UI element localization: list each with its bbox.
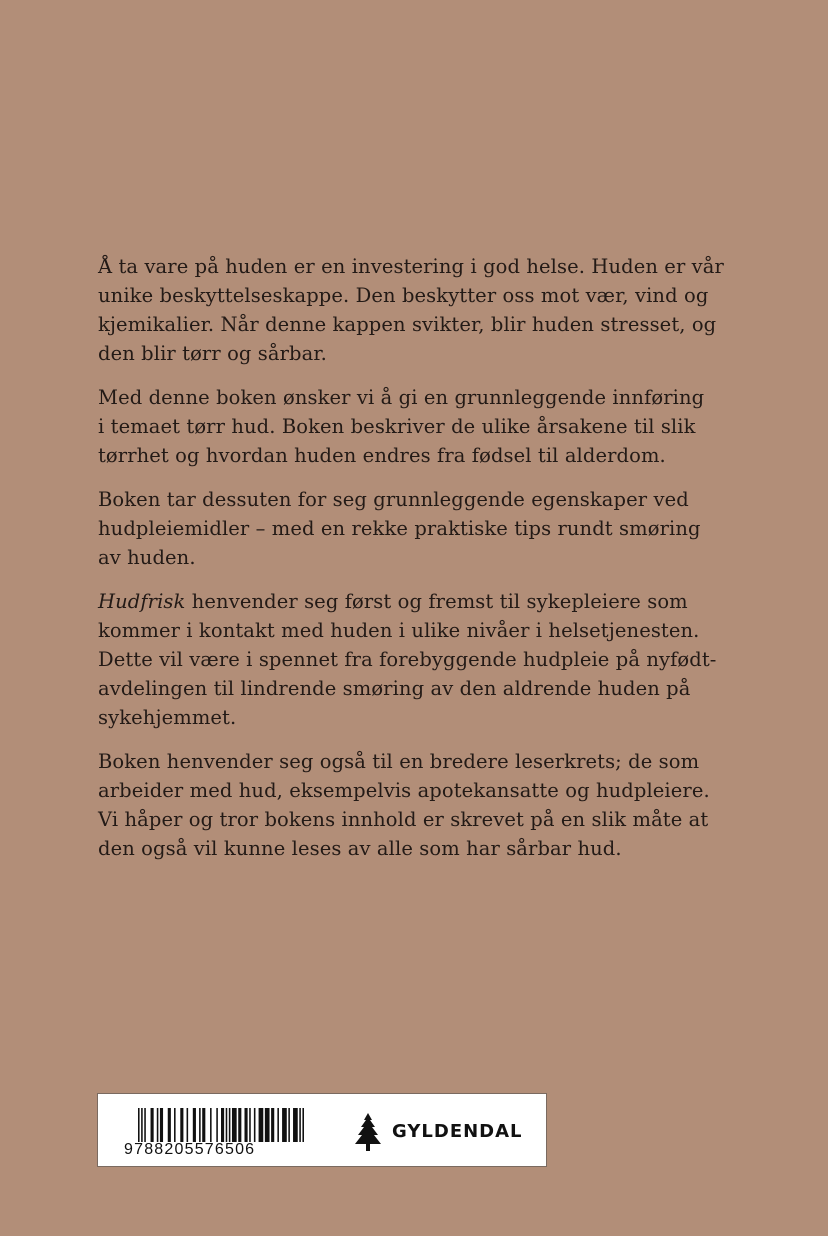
barcode-panel [97, 1093, 547, 1167]
barcode-bar [302, 1108, 304, 1142]
barcode-bar [282, 1108, 287, 1142]
text-line: Vi håper og tror bokens innhold er skrevet på en slik måte at [98, 808, 709, 831]
text-line: Boken henvender seg også til en bredere leserkrets; de som [98, 750, 700, 773]
barcode-bar [138, 1108, 140, 1142]
barcode-bar [221, 1108, 224, 1142]
barcode-bar [141, 1108, 143, 1142]
barcode-bar [254, 1108, 256, 1142]
barcode-bar [193, 1108, 196, 1142]
barcode-bar [288, 1108, 290, 1142]
blurb-paragraph-3 [98, 485, 738, 572]
text-line: hudpleiemidler – med en rekke praktiske tips rundt smøring [98, 517, 701, 540]
barcode-bar [144, 1108, 146, 1142]
barcode-bar [216, 1108, 218, 1142]
barcode-bar [210, 1108, 212, 1142]
text-line: Med denne boken ønsker vi å gi en grunnleggende innføring [98, 386, 705, 409]
isbn-barcode [138, 1108, 304, 1142]
barcode-bar [249, 1108, 251, 1142]
barcode-bar [226, 1108, 228, 1142]
barcode-bar [259, 1108, 264, 1142]
text-line: sykehjemmet. [98, 706, 237, 729]
text-line: den også vil kunne leses av alle som har sårbar hud. [98, 837, 622, 860]
isbn-number: 9788205576506 [124, 1141, 256, 1158]
text-line: i temaet tørr hud. Boken beskriver de ulike årsakene til slik [98, 415, 696, 438]
barcode-bar [299, 1108, 301, 1142]
barcode-bar [229, 1108, 231, 1142]
barcode-bar [293, 1108, 298, 1142]
blurb-paragraph-5 [98, 747, 738, 863]
barcode-bar [187, 1108, 189, 1142]
blurb-paragraph-1 [98, 252, 738, 368]
barcode-bar [174, 1108, 176, 1142]
text-line: kjemikalier. Når denne kappen svikter, blir huden stresset, og [98, 313, 717, 336]
text-line: Å ta vare på huden er en investering i god helse. Huden er vår [98, 255, 724, 278]
barcode-bar [199, 1108, 201, 1142]
text-line: Boken tar dessuten for seg grunnleggende egenskaper ved [98, 488, 689, 511]
barcode-bar [277, 1108, 279, 1142]
text-line: av huden. [98, 546, 196, 569]
barcode-bar [168, 1108, 171, 1142]
text-line: kommer i kontakt med huden i ulike nivåer i helsetjenesten. [98, 619, 700, 642]
barcode-bar [160, 1108, 163, 1142]
text-line-rest: henvender seg først og fremst til sykepleiere som [185, 590, 688, 613]
barcode-bar [265, 1108, 270, 1142]
text-line [98, 587, 738, 616]
barcode-bar [157, 1108, 159, 1142]
text-line: arbeider med hud, eksempelvis apotekansatte og hudpleiere. [98, 779, 710, 802]
text-line: Dette vil være i spennet fra forebyggende hudpleie på nyfødt- [98, 648, 717, 671]
barcode-bar [238, 1108, 241, 1142]
barcode-bar [232, 1108, 237, 1142]
text-line: unike beskyttelseskappe. Den beskytter oss mot vær, vind og [98, 284, 709, 307]
book-title-italic: Hudfrisk [98, 590, 186, 613]
barcode-bar [202, 1108, 205, 1142]
blurb-paragraph-2 [98, 383, 738, 470]
blurb-paragraph-4 [98, 587, 738, 732]
barcode-bar [151, 1108, 154, 1142]
text-line: den blir tørr og sårbar. [98, 342, 327, 365]
text-line: avdelingen til lindrende smøring av den aldrende huden på [98, 677, 691, 700]
text-line: tørrhet og hvordan huden endres fra fødsel til alderdom. [98, 444, 666, 467]
publisher-name: GYLDENDAL [392, 1121, 523, 1142]
spruce-tree-icon [352, 1112, 384, 1152]
barcode-bar [180, 1108, 183, 1142]
barcode-bar [244, 1108, 247, 1142]
back-cover-blurb [98, 252, 738, 878]
barcode-bar [271, 1108, 274, 1142]
